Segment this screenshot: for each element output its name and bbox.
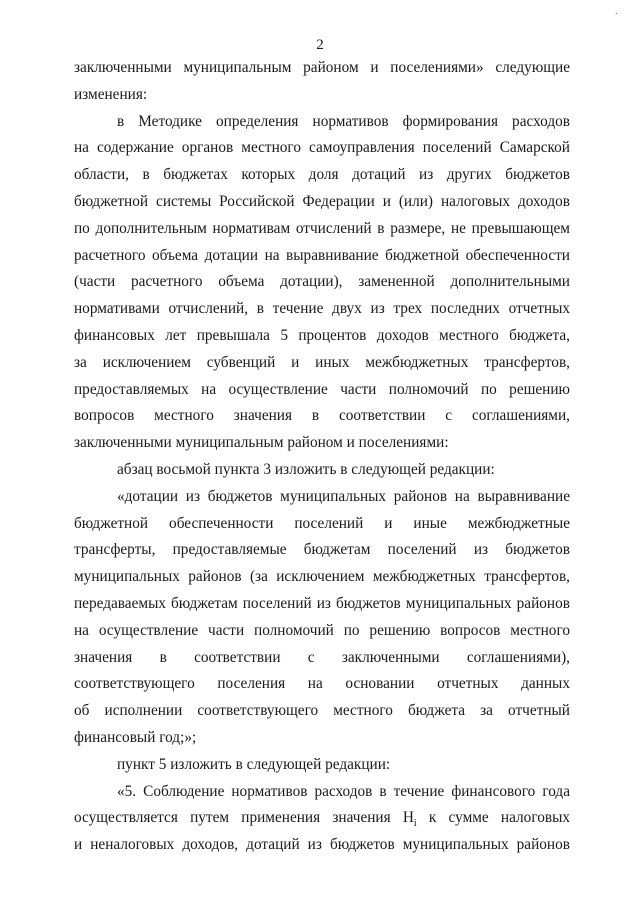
text-line-content: по дополнительным нормативам отчислений в размере, не превышающем — [74, 219, 570, 237]
text-line — [74, 296, 570, 323]
text-line — [74, 671, 570, 698]
text-line-content: за исключением субвенций и иных межбюджетных трансфертов, — [74, 353, 570, 371]
text-line-content: изменения: — [74, 85, 148, 103]
text-line — [74, 537, 570, 564]
text-line — [74, 243, 570, 270]
text-line-content: трансферты, предоставляемые бюджетам поселений из бюджетов — [74, 541, 570, 559]
text-line-content: в Методике определения нормативов формирования расходов — [117, 112, 570, 130]
text-line-content: передаваемых бюджетам поселений из бюджетов муниципальных районов — [74, 594, 570, 612]
text-line-content: абзац восьмой пункта 3 изложить в следующей редакции: — [117, 460, 495, 478]
text-line — [74, 484, 570, 511]
text-line-content: пункт 5 изложить в следующей редакции: — [117, 755, 391, 773]
document-body — [74, 55, 570, 859]
text-line — [74, 109, 570, 136]
subscript: i — [413, 818, 417, 830]
text-line — [74, 618, 570, 645]
text-line-content: финансовых лет превышала 5 процентов доходов местного бюджета, — [74, 326, 570, 344]
text-line — [74, 725, 570, 752]
corner-mark: · — [614, 9, 618, 20]
text-line — [74, 698, 570, 725]
text-line-content: и неналоговых доходов, дотаций из бюджетов муниципальных районов — [74, 836, 570, 854]
text-line-content: «5. Соблюдение нормативов расходов в течение финансового года — [117, 782, 570, 800]
text-line-content: заключенными муниципальным районом и поселениями» следующие — [74, 59, 570, 76]
text-line-content: об исполнении соответствующего местного бюджета за отчетный — [74, 702, 570, 720]
text-line — [74, 323, 570, 350]
text-line — [74, 430, 570, 457]
text-line-content: бюджетной системы Российской Федерации и (или) налоговых доходов — [74, 192, 570, 210]
text-line — [74, 216, 570, 243]
text-line-content: вопросов местного значения в соответствии с соглашениями, — [74, 407, 570, 425]
text-line-content: расчетного объема дотации на выравнивание бюджетной обеспеченности — [74, 246, 570, 264]
text-line-content: значения в соответствии с заключенными соглашениями), — [74, 648, 570, 666]
text-line — [74, 591, 570, 618]
text-line — [74, 162, 570, 189]
text-line-content: соответствующего поселения на основании отчетных данных — [74, 675, 570, 693]
text-line — [74, 779, 570, 806]
text-line — [74, 350, 570, 377]
text-line-content: нормативами отчислений, в течение двух из трех последних отчетных — [74, 300, 570, 318]
text-line-content: бюджетной обеспеченности поселений и иные межбюджетные — [74, 514, 570, 532]
text-line-content: заключенными муниципальным районом и поселениями: — [74, 434, 449, 452]
text-line — [74, 805, 570, 832]
text-line — [74, 189, 570, 216]
text-line-content: «дотации из бюджетов муниципальных районов на выравнивание — [117, 487, 570, 505]
text-line — [74, 82, 570, 109]
text-line-content: на осуществление части полномочий по решению вопросов местного — [74, 621, 570, 639]
text-line-content: (части расчетного объема дотации), замененной дополнительными — [74, 273, 570, 291]
text-line — [74, 55, 570, 82]
text-line — [74, 377, 570, 404]
text-line — [74, 511, 570, 538]
text-line — [74, 135, 570, 162]
text-line-content: муниципальных районов (за исключением межбюджетных трансфертов, — [74, 568, 570, 586]
text-line — [74, 564, 570, 591]
text-line-content: финансовый год;»; — [74, 728, 197, 746]
text-line — [74, 457, 570, 484]
text-line — [74, 403, 570, 430]
text-line-content: предоставляемых на осуществление части полномочий по решению — [74, 380, 570, 398]
text-line — [74, 752, 570, 779]
text-line — [74, 645, 570, 672]
text-line-content: на содержание органов местного самоуправления поселений Самарской — [74, 139, 570, 157]
text-line — [74, 832, 570, 859]
text-line-content: области, в бюджетах которых доля дотаций из других бюджетов — [74, 166, 570, 184]
text-line-tail: к сумме налоговых — [416, 809, 570, 827]
page-number: 2 — [316, 37, 324, 53]
text-line-content: осуществляется путем применения значения Н — [74, 809, 414, 827]
text-line — [74, 269, 570, 296]
